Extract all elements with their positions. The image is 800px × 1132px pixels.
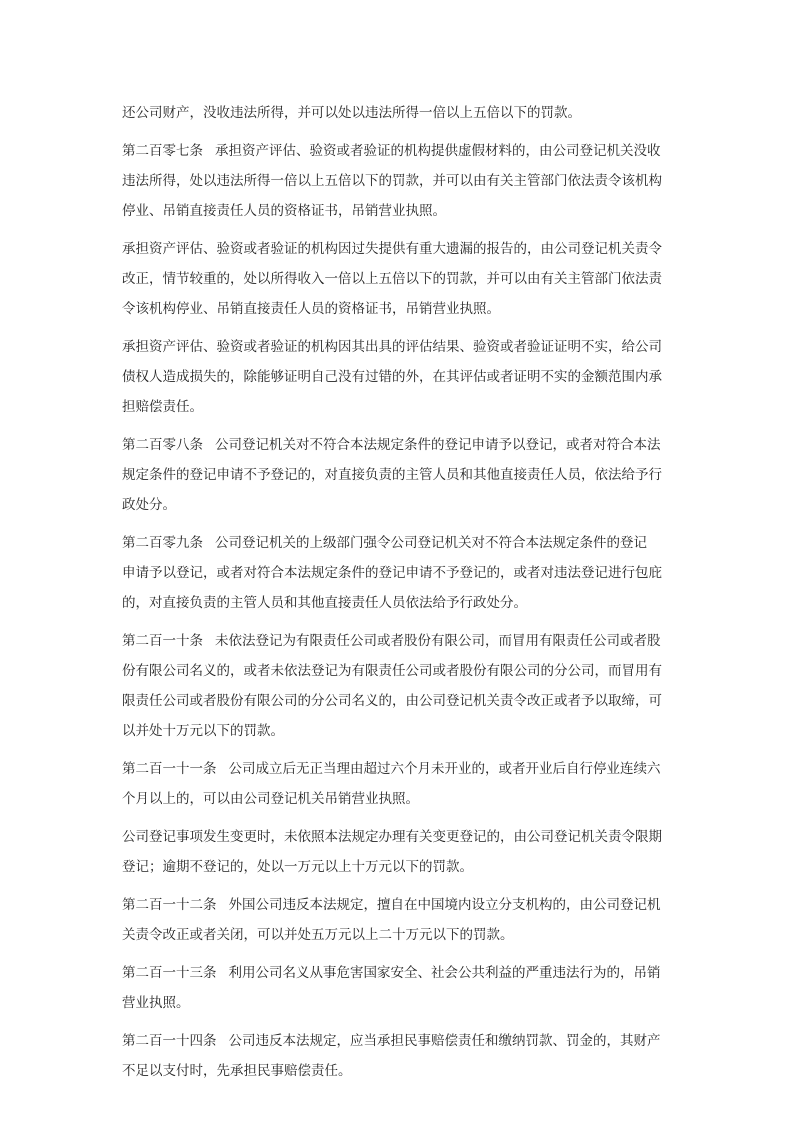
article-number: 第二百零九条 <box>122 535 203 551</box>
document-body <box>122 98 682 1094</box>
article-number: 第二百一十一条 <box>122 761 217 777</box>
paragraph-text: 未依法登记为有限责任公司或者股份有限公司，而冒用有限责任公司或者股 份有限公司名义的，或者未依法登记为有限责任公司或者股份有限公司的分公司，而冒用有 限责任公司或者股份有限公司的分公司名义的，由公司登记机关责令改正或者予以取缔，可 以并处十万元以下的罚款。 <box>122 633 662 739</box>
paragraph <box>122 528 682 618</box>
paragraph <box>122 430 682 520</box>
article-number: 第二百一十二条 <box>122 897 217 913</box>
paragraph-text: 承担资产评估、验资或者验证的机构因过失提供有重大遗漏的报告的，由公司登记机关责令 改正，情节较重的，处以所得收入一倍以上五倍以下的罚款，并可以由有关主管部门依法责 令该机构停业、吊销直接责任人员的资格证书，吊销营业执照。 <box>122 241 662 317</box>
paragraph-text: 公司成立后无正当理由超过六个月未开业的，或者开业后自行停业连续六 个月以上的，可以由公司登记机关吊销营业执照。 <box>122 761 661 807</box>
paragraph <box>122 958 682 1018</box>
paragraph-text: 还公司财产，没收违法所得，并可以处以违法所得一倍以上五倍以下的罚款。 <box>122 105 581 121</box>
paragraph <box>122 332 682 422</box>
article-number: 第二百一十四条 <box>122 1033 217 1049</box>
paragraph-text: 承担资产评估、验资或者验证的机构因其出具的评估结果、验资或者验证证明不实，给公司 债权人造成损失的，除能够证明自己没有过错的外，在其评估或者证明不实的金额范围内承 担赔偿责任。 <box>122 339 662 415</box>
article-number: 第二百零八条 <box>122 437 203 453</box>
paragraph-text: 公司登记机关的上级部门强令公司登记机关对不符合本法规定条件的登记 申请予以登记，或者对符合本法规定条件的登记申请不予登记的，或者对违法登记进行包庇 的，对直接负责的主管人员和其他直接责任人员依法给予行政处分。 <box>122 535 662 611</box>
paragraph-text: 公司违反本法规定，应当承担民事赔偿责任和缴纳罚款、罚金的，其财产 不足以支付时，先承担民事赔偿责任。 <box>122 1033 661 1079</box>
article-number: 第二百一十三条 <box>122 965 217 981</box>
paragraph <box>122 822 682 882</box>
paragraph <box>122 754 682 814</box>
paragraph <box>122 98 682 128</box>
article-number: 第二百一十条 <box>122 633 203 649</box>
paragraph-text: 外国公司违反本法规定，擅自在中国境内设立分支机构的，由公司登记机 关责令改正或者关闭，可以并处五万元以上二十万元以下的罚款。 <box>122 897 661 943</box>
article-number: 第二百零七条 <box>122 143 203 159</box>
paragraph-text: 公司登记机关对不符合本法规定条件的登记申请予以登记，或者对符合本法 规定条件的登记申请不予登记的，对直接负责的主管人员和其他直接责任人员，依法给予行 政处分。 <box>122 437 662 513</box>
paragraph-text: 公司登记事项发生变更时，未依照本法规定办理有关变更登记的，由公司登记机关责令限期 登记；逾期不登记的，处以一万元以上十万元以下的罚款。 <box>122 829 662 875</box>
paragraph <box>122 1026 682 1086</box>
paragraph <box>122 234 682 324</box>
paragraph <box>122 136 682 226</box>
paragraph-text: 承担资产评估、验资或者验证的机构提供虚假材料的，由公司登记机关没收 违法所得，处以违法所得一倍以上五倍以下的罚款，并可以由有关主管部门依法责令该机构 停业、吊销直接责任人员的资格证书，吊销营业执照。 <box>122 143 662 219</box>
paragraph <box>122 890 682 950</box>
paragraph <box>122 626 682 746</box>
paragraph-text: 利用公司名义从事危害国家安全、社会公共利益的严重违法行为的，吊销 营业执照。 <box>122 965 661 1011</box>
